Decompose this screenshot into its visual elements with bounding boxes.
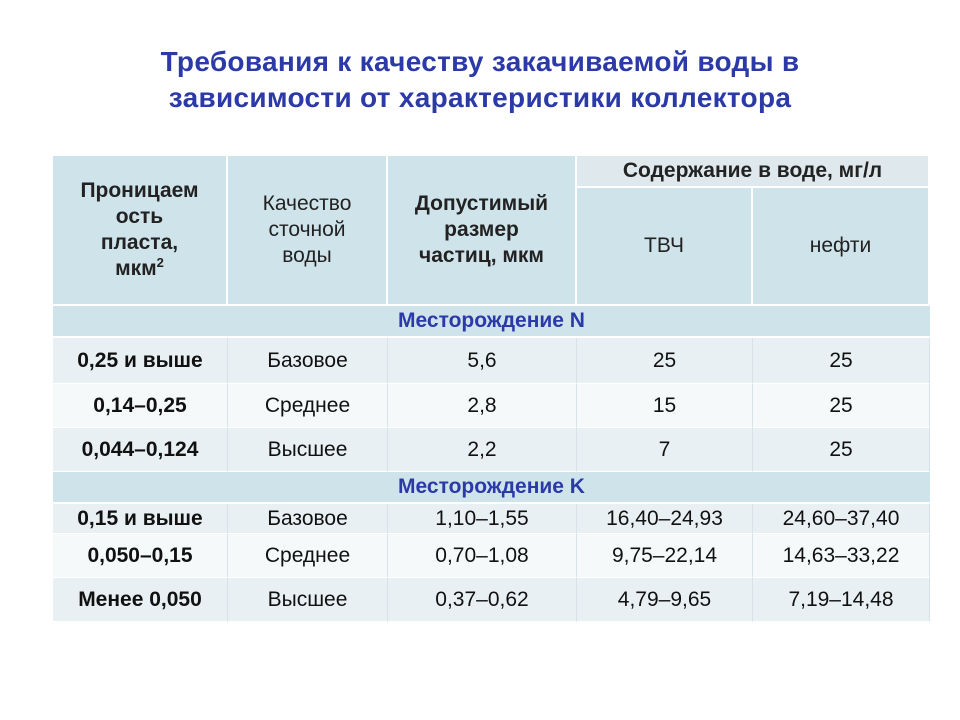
header-particle-size: Допустимый размер частиц, мкм xyxy=(388,156,577,306)
cell-tss: 25 xyxy=(577,338,753,384)
cell-quality: Базовое xyxy=(228,504,388,534)
cell-oil: 25 xyxy=(753,384,930,428)
table-row xyxy=(53,384,930,428)
header-content: Содержание в воде, мг/л xyxy=(577,156,930,188)
header-water-quality: Качество сточной воды xyxy=(228,156,388,306)
cell-particle-size: 1,10–1,55 xyxy=(388,504,577,534)
slide-title-line-1: Требования к качеству закачиваемой воды в xyxy=(160,46,800,77)
cell-quality: Базовое xyxy=(228,338,388,384)
cell-oil: 25 xyxy=(753,338,930,384)
cell-permeability: 0,044–0,124 xyxy=(53,428,228,472)
slide-title xyxy=(40,44,920,116)
table-row xyxy=(53,578,930,622)
section-title-field-n: Месторождение N xyxy=(53,306,930,338)
cell-oil: 14,63–33,22 xyxy=(753,534,930,578)
cell-particle-size: 2,2 xyxy=(388,428,577,472)
cell-particle-size: 0,37–0,62 xyxy=(388,578,577,622)
header-permeability: Проницаем ость пласта, мкм$^2$ xyxy=(53,156,228,306)
cell-permeability: 0,14–0,25 xyxy=(53,384,228,428)
cell-permeability: 0,15 и выше xyxy=(53,504,228,534)
table-row xyxy=(53,338,930,384)
slide-title-line-2: зависимости от характеристики коллектора xyxy=(168,82,792,113)
cell-quality: Среднее xyxy=(228,534,388,578)
header-oil: нефти xyxy=(753,188,930,306)
header-tss: ТВЧ xyxy=(577,188,753,306)
cell-tss: 15 xyxy=(577,384,753,428)
table-row xyxy=(53,428,930,472)
cell-particle-size: 2,8 xyxy=(388,384,577,428)
cell-tss: 16,40–24,93 xyxy=(577,504,753,534)
cell-oil: 25 xyxy=(753,428,930,472)
cell-tss: 4,79–9,65 xyxy=(577,578,753,622)
cell-permeability: 0,25 и выше xyxy=(53,338,228,384)
cell-permeability: Менее 0,050 xyxy=(53,578,228,622)
cell-quality: Среднее xyxy=(228,384,388,428)
cell-oil: 24,60–37,40 xyxy=(753,504,930,534)
cell-quality: Высшее xyxy=(228,428,388,472)
cell-quality: Высшее xyxy=(228,578,388,622)
water-quality-table xyxy=(53,156,930,622)
cell-tss: 9,75–22,14 xyxy=(577,534,753,578)
cell-oil: 7,19–14,48 xyxy=(753,578,930,622)
cell-particle-size: 0,70–1,08 xyxy=(388,534,577,578)
cell-permeability: 0,050–0,15 xyxy=(53,534,228,578)
table-row xyxy=(53,534,930,578)
cell-tss: 7 xyxy=(577,428,753,472)
section-title-field-k: Месторождение K xyxy=(53,472,930,504)
table-row xyxy=(53,504,930,534)
cell-particle-size: 5,6 xyxy=(388,338,577,384)
